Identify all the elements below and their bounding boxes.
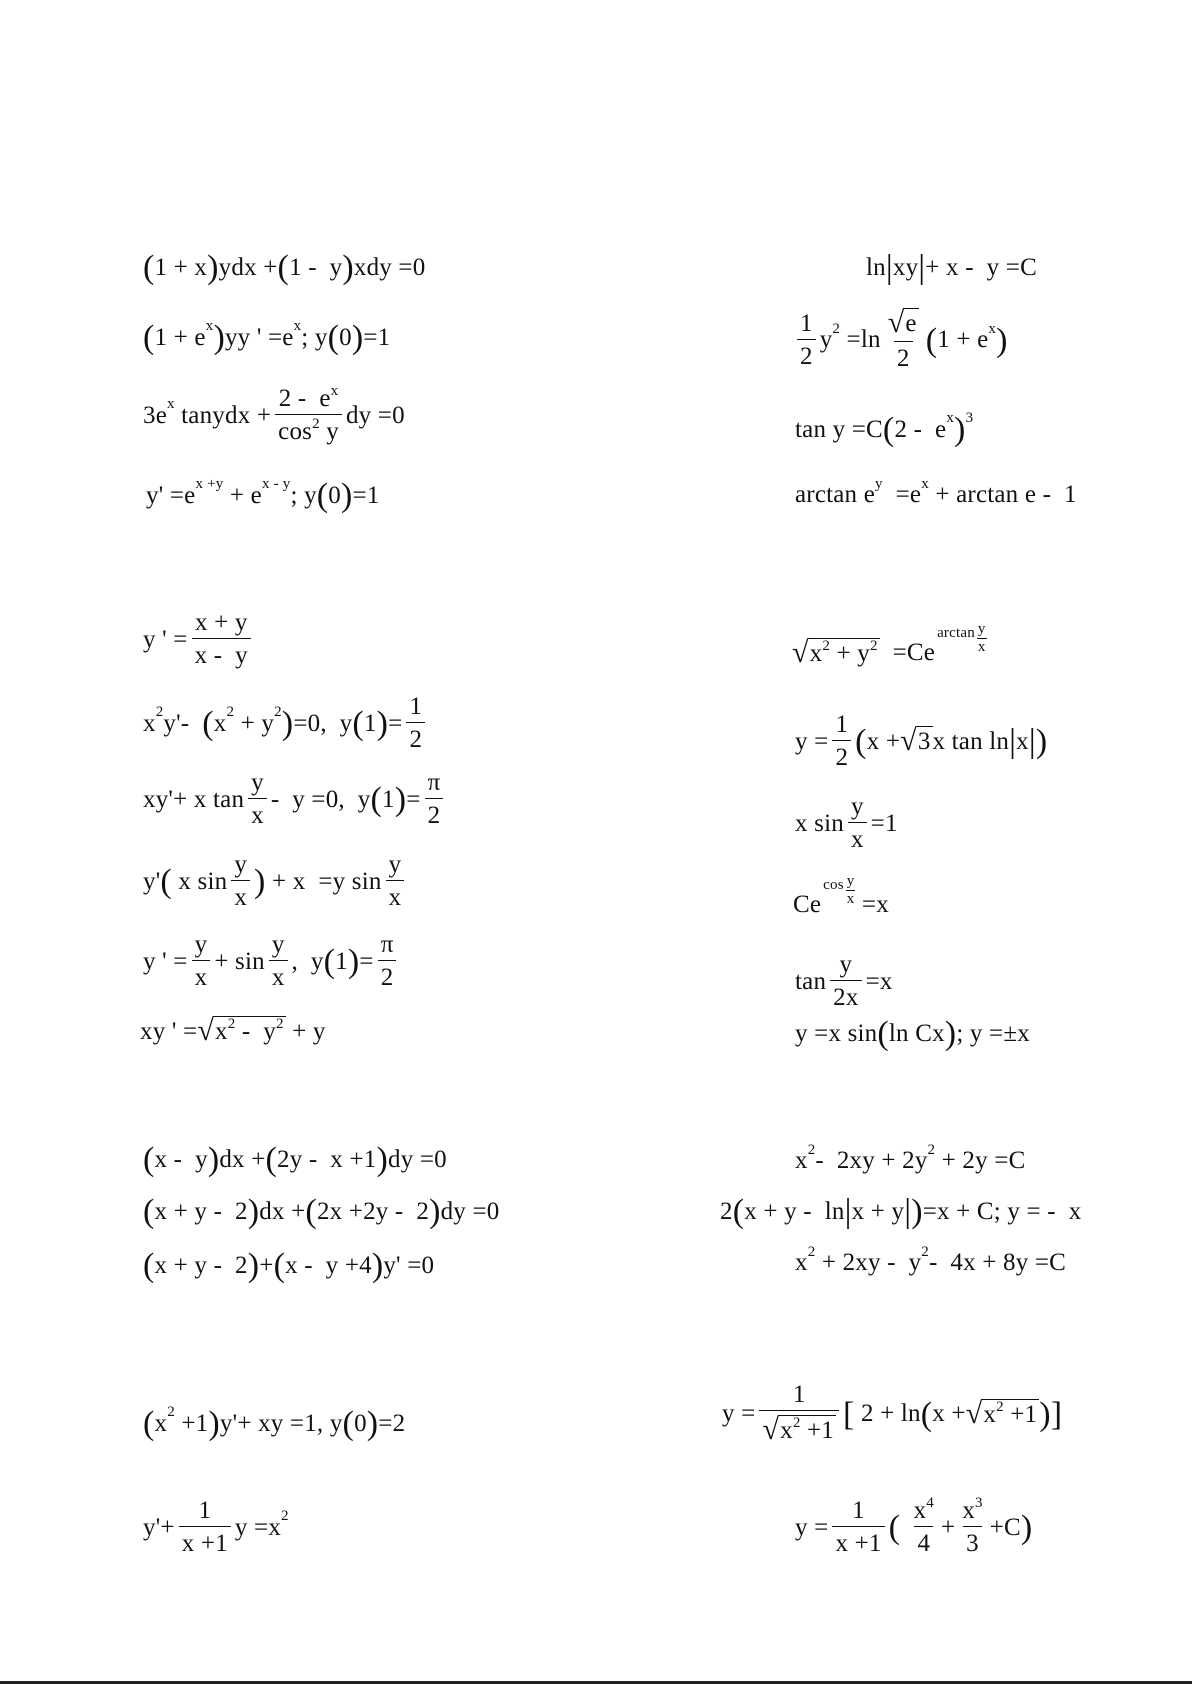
- solution-right-2-4: Ce cos y x =x: [793, 873, 889, 918]
- solution-right-1-3: tan y =C ( 2 - e $^x$ ) $^3$: [795, 410, 974, 448]
- equation-left-3-3: ( x + y - 2 ) + ( x - y +4 ) y' =0: [143, 1247, 435, 1284]
- solution-right-2-1: √ $x^2 + y^2$ =Ce arctan y x: [792, 621, 986, 669]
- solution-right-1-4: arctan e $^y$ =e $^x$ + arctan e - 1: [795, 475, 1077, 508]
- equation-left-3-2: ( x + y - 2 ) dx + ( 2x +2y - 2 ) dy =0: [143, 1193, 500, 1230]
- equation-left-1-2: ( 1 + e $^x$ ) yy ' =e $^x$ ; y ( 0 ) =1: [143, 318, 391, 356]
- page-bottom-rule: [0, 1681, 1192, 1684]
- equation-left-2-2: x $^2$ y'- ( x $^2$ + y $^2$ ) =0, y ( 1 ) = $\frac{1}{2}$: [143, 694, 429, 752]
- equation-left-2-4: y' ( x sin $\frac{y}{x}$ ) + x =y sin $\frac{y}{x}$: [143, 852, 408, 910]
- solution-right-4-1: y = 1 √ $x^2 +1$ [ 2 + ln ( x + √ $x^2 +1$ ) ]: [722, 1381, 1063, 1446]
- equation-left-1-1: ( 1 + x ) ydx + ( 1 - y ) xdy =0: [143, 249, 426, 286]
- solution-right-1-1: ln | xy | + x - y =C: [866, 249, 1037, 286]
- equation-left-4-2: y'+ $\frac{1}{x +1}$ y =x $^2$: [143, 1497, 289, 1557]
- solution-right-3-1: x $^2$ - 2xy + 2y $^2$ + 2y =C: [795, 1141, 1026, 1174]
- solution-right-3-2: 2 ( x + y - ln | x + y | ) =x + C; y = - x: [720, 1193, 1082, 1230]
- solution-right-2-3: x sin $\frac{y}{x}$ =1: [795, 793, 898, 853]
- equation-left-2-1: y ' = $\frac{x + y}{x - y}$: [143, 610, 255, 668]
- equation-left-3-1: ( x - y ) dx + ( 2y - x +1 ) dy =0: [143, 1141, 447, 1178]
- solution-right-4-2: y = $\frac{1}{x +1}$ ( $\frac{x^4}{4}$ + $\frac{x^3}{3}$ +C ): [795, 1495, 1033, 1557]
- equation-left-2-3: xy'+ x tan $\frac{y}{x}$ - y =0, y ( 1 ) = $\frac{\pi}{2}$: [143, 770, 447, 828]
- equation-left-1-3: 3e $^x$ tanydx + $\frac{2 - e^x}{\cos^2 y}$ dy =0: [143, 383, 405, 445]
- solution-right-3-3: x $^2$ + 2xy - y $^2$ - 4x + 8y =C: [795, 1243, 1067, 1276]
- solution-right-2-5: tan $\frac{y}{2x}$ =x: [795, 951, 893, 1011]
- solution-right-2-6: y =x sin ( ln Cx ) ; y =±x: [795, 1015, 1030, 1052]
- equation-left-2-5: y ' = $\frac{y}{x}$ + sin $\frac{y}{x}$ , y ( 1 ) = $\frac{\pi}{2}$: [143, 932, 401, 990]
- solution-right-1-2: $\frac{1}{2}$ y $^2$ =ln √ e 2 ( 1 + e $^x$ ): [793, 308, 1008, 371]
- equation-left-1-4: y' =e $^{x +y}$ + e $^{x - y}$ ; y ( 0 ) =1: [146, 476, 380, 514]
- equation-left-2-6: xy ' = √ $x^2 - y^2$ + y: [140, 1014, 326, 1047]
- equation-left-4-1: ( x $^2$ +1 ) y'+ xy =1, y ( 0 ) =2: [143, 1404, 406, 1442]
- solution-right-2-2: y = $\frac{1}{2}$ ( x + √ 3 x tan ln | x | ): [795, 711, 1048, 771]
